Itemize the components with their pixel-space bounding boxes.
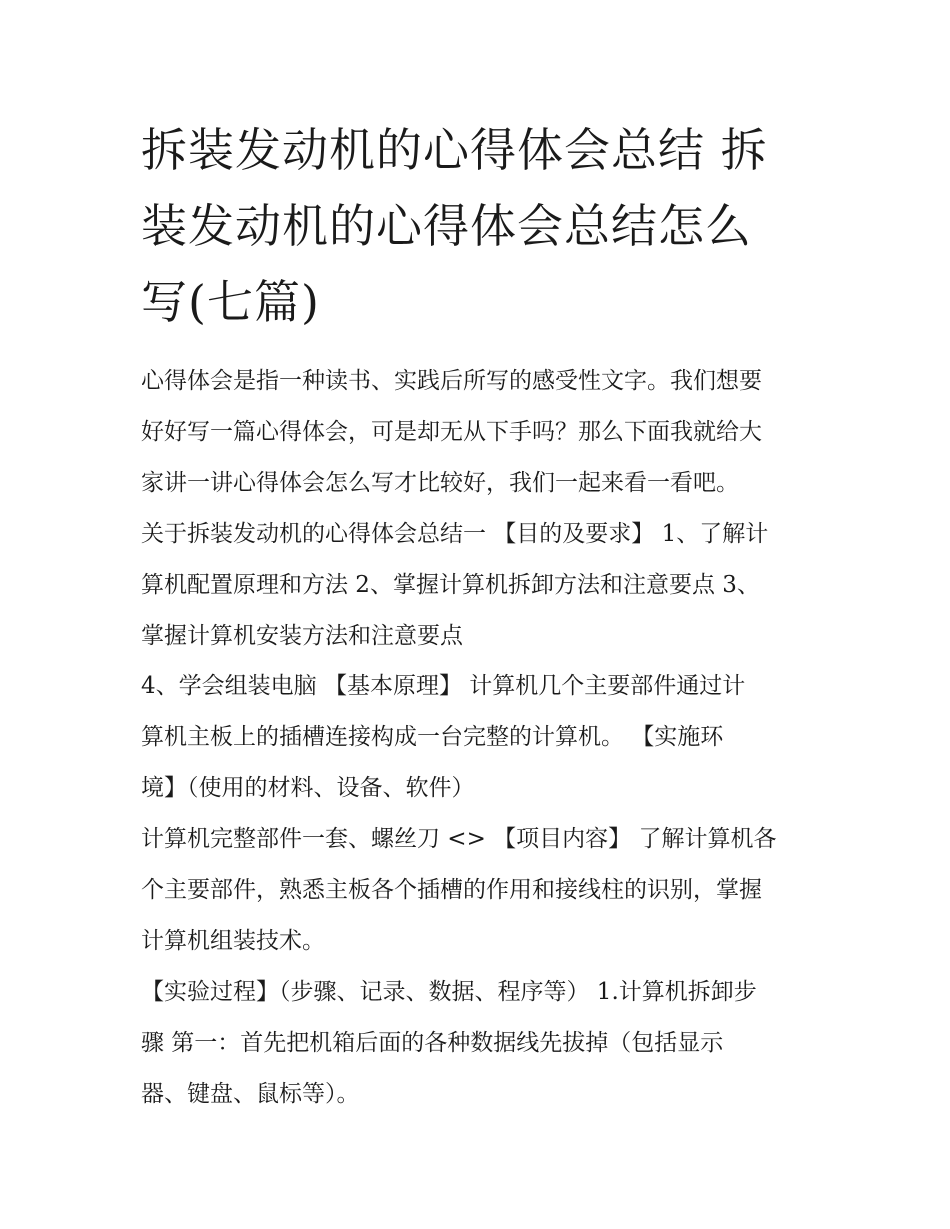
body-line: 【实验过程】（步骤、记录、数据、程序等） 1.计算机拆卸步: [141, 978, 757, 1005]
document-title: [141, 112, 813, 340]
title-line: 装发动机的心得体会总结怎么: [141, 199, 752, 253]
title-line: 拆装发动机的心得体会总结 拆: [141, 123, 768, 177]
body-line: 个主要部件，熟悉主板各个插槽的作用和接线柱的识别，掌握: [141, 877, 762, 904]
body-line: 家讲一讲心得体会怎么写才比较好，我们一起来看一看吧。: [141, 469, 739, 496]
body-line: 骤 第一：首先把机箱后面的各种数据线先拔掉（包括显示: [141, 1029, 724, 1056]
document-page: [141, 112, 813, 1120]
body-line: 算机配置原理和方法 2、掌握计算机拆卸方法和注意要点 3、: [141, 571, 760, 598]
body-line: 计算机完整部件一套、螺丝刀 <> 【项目内容】 了解计算机各: [141, 826, 777, 853]
body-line: 4、学会组装电脑 【基本原理】 计算机几个主要部件通过计: [141, 673, 746, 700]
body-line: 掌握计算机安装方法和注意要点: [141, 622, 463, 649]
body-line: 心得体会是指一种读书、实践后所写的感受性文字。我们想要: [141, 368, 762, 394]
title-line: 写(七篇): [141, 275, 320, 329]
body-line: 算机主板上的插槽连接构成一台完整的计算机。 【实施环: [141, 724, 724, 751]
body-line: 好好写一篇心得体会，可是却无从下手吗？那么下面我就给大: [141, 418, 762, 445]
body-line: 关于拆装发动机的心得体会总结一 【目的及要求】 1、了解计: [141, 520, 769, 547]
body-line: 境】（使用的材料、设备、软件）: [141, 775, 475, 802]
body-line: 计算机组装技术。: [141, 927, 325, 954]
document-body: [141, 356, 813, 1120]
body-line: 器、键盘、鼠标等）。: [141, 1080, 360, 1107]
